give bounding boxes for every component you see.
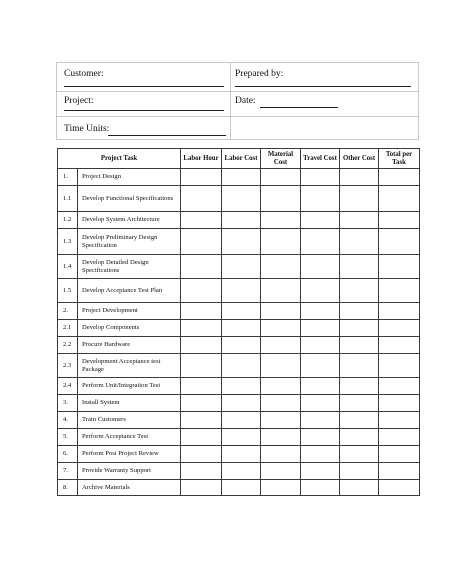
labor-hour-cell[interactable] [181, 279, 222, 303]
other-cost-cell[interactable] [340, 429, 379, 446]
task-name: Perform Post Project Review [78, 446, 181, 463]
date-field[interactable] [260, 107, 338, 108]
column-header-material-cost: Material Cost [261, 149, 301, 169]
table-row [58, 354, 420, 378]
table-row [58, 303, 420, 320]
travel-cost-cell[interactable] [301, 186, 340, 212]
task-number: 1. [58, 169, 78, 186]
total-per-task-cell[interactable] [379, 279, 420, 303]
table-row [58, 279, 420, 303]
column-header-other-cost: Other Cost [340, 149, 379, 169]
task-name: Develop Preliminary Design Specification [78, 229, 181, 255]
labor-hour-cell[interactable] [181, 480, 222, 496]
task-number: 2.2 [58, 337, 78, 354]
labor-cost-cell[interactable] [222, 186, 261, 212]
task-number: 3. [58, 395, 78, 412]
total-per-task-cell[interactable] [379, 354, 420, 378]
prepared-by-label: Prepared by: [235, 69, 284, 79]
material-cost-cell[interactable] [261, 395, 301, 412]
travel-cost-cell[interactable] [301, 169, 340, 186]
task-name: Develop Components [78, 320, 181, 337]
project-label: Project: [64, 96, 94, 106]
project-info-box [56, 62, 419, 140]
task-name: Procure Hardware [78, 337, 181, 354]
labor-cost-cell[interactable] [222, 429, 261, 446]
time-units-field[interactable] [108, 135, 226, 136]
travel-cost-cell[interactable] [301, 337, 340, 354]
travel-cost-cell[interactable] [301, 395, 340, 412]
travel-cost-cell[interactable] [301, 212, 340, 229]
labor-hour-cell[interactable] [181, 354, 222, 378]
task-number: 2.4 [58, 378, 78, 395]
material-cost-cell[interactable] [261, 320, 301, 337]
total-per-task-cell[interactable] [379, 303, 420, 320]
labor-cost-cell[interactable] [222, 354, 261, 378]
labor-cost-cell[interactable] [222, 320, 261, 337]
row-divider [57, 91, 418, 92]
table-row [58, 378, 420, 395]
task-name: Train Customers [78, 412, 181, 429]
table-row [58, 480, 420, 496]
table-row [58, 395, 420, 412]
total-per-task-cell[interactable] [379, 229, 420, 255]
labor-hour-cell[interactable] [181, 378, 222, 395]
task-number: 1.1 [58, 186, 78, 212]
travel-cost-cell[interactable] [301, 303, 340, 320]
material-cost-cell[interactable] [261, 412, 301, 429]
total-per-task-cell[interactable] [379, 429, 420, 446]
material-cost-cell[interactable] [261, 255, 301, 279]
labor-hour-cell[interactable] [181, 446, 222, 463]
travel-cost-cell[interactable] [301, 229, 340, 255]
total-per-task-cell[interactable] [379, 337, 420, 354]
task-number: 1.3 [58, 229, 78, 255]
material-cost-cell[interactable] [261, 354, 301, 378]
labor-cost-cell[interactable] [222, 212, 261, 229]
task-name: Provide Warranty Support [78, 463, 181, 480]
column-header-total-per-task: Total per Task [379, 149, 420, 169]
table-row [58, 320, 420, 337]
table-row [58, 212, 420, 229]
material-cost-cell[interactable] [261, 480, 301, 496]
total-per-task-cell[interactable] [379, 255, 420, 279]
labor-hour-cell[interactable] [181, 412, 222, 429]
travel-cost-cell[interactable] [301, 429, 340, 446]
other-cost-cell[interactable] [340, 255, 379, 279]
task-name: Perform Unit/Integration Test [78, 378, 181, 395]
table-row [58, 255, 420, 279]
travel-cost-cell[interactable] [301, 354, 340, 378]
table-row [58, 446, 420, 463]
labor-cost-cell[interactable] [222, 169, 261, 186]
other-cost-cell[interactable] [340, 279, 379, 303]
other-cost-cell[interactable] [340, 186, 379, 212]
travel-cost-cell[interactable] [301, 412, 340, 429]
task-name: Perform Acceptance Test [78, 429, 181, 446]
other-cost-cell[interactable] [340, 480, 379, 496]
labor-cost-cell[interactable] [222, 303, 261, 320]
total-per-task-cell[interactable] [379, 446, 420, 463]
table-row [58, 186, 420, 212]
task-number: 1.2 [58, 212, 78, 229]
material-cost-cell[interactable] [261, 229, 301, 255]
material-cost-cell[interactable] [261, 212, 301, 229]
column-divider [230, 63, 231, 139]
table-row [58, 169, 420, 186]
total-per-task-cell[interactable] [379, 169, 420, 186]
labor-hour-cell[interactable] [181, 395, 222, 412]
task-number: 2.3 [58, 354, 78, 378]
labor-hour-cell[interactable] [181, 186, 222, 212]
column-header-labor-cost: Labor Cost [222, 149, 261, 169]
material-cost-cell[interactable] [261, 337, 301, 354]
labor-cost-cell[interactable] [222, 412, 261, 429]
project-task-cost-table [57, 148, 420, 496]
customer-label: Customer: [64, 69, 104, 79]
material-cost-cell[interactable] [261, 186, 301, 212]
travel-cost-cell[interactable] [301, 463, 340, 480]
task-rows [58, 169, 420, 496]
other-cost-cell[interactable] [340, 169, 379, 186]
other-cost-cell[interactable] [340, 212, 379, 229]
other-cost-cell[interactable] [340, 412, 379, 429]
labor-hour-cell[interactable] [181, 229, 222, 255]
table-row [58, 429, 420, 446]
project-field[interactable] [64, 110, 224, 111]
task-name: Develop System Architecture [78, 212, 181, 229]
labor-cost-cell[interactable] [222, 463, 261, 480]
other-cost-cell[interactable] [340, 354, 379, 378]
material-cost-cell[interactable] [261, 378, 301, 395]
task-name: Project Design [78, 169, 181, 186]
labor-hour-cell[interactable] [181, 169, 222, 186]
labor-hour-cell[interactable] [181, 429, 222, 446]
labor-hour-cell[interactable] [181, 463, 222, 480]
other-cost-cell[interactable] [340, 303, 379, 320]
material-cost-cell[interactable] [261, 303, 301, 320]
travel-cost-cell[interactable] [301, 320, 340, 337]
total-per-task-cell[interactable] [379, 412, 420, 429]
total-per-task-cell[interactable] [379, 320, 420, 337]
task-number: 1.4 [58, 255, 78, 279]
material-cost-cell[interactable] [261, 446, 301, 463]
task-name: Develop Detailed Design Specifications [78, 255, 181, 279]
task-name: Development Acceptance test Package [78, 354, 181, 378]
task-number: 6. [58, 446, 78, 463]
other-cost-cell[interactable] [340, 446, 379, 463]
material-cost-cell[interactable] [261, 463, 301, 480]
column-header-project-task: Project Task [58, 149, 181, 169]
travel-cost-cell[interactable] [301, 255, 340, 279]
travel-cost-cell[interactable] [301, 378, 340, 395]
table-row [58, 463, 420, 480]
other-cost-cell[interactable] [340, 320, 379, 337]
task-name: Develop Acceptance Test Plan [78, 279, 181, 303]
total-per-task-cell[interactable] [379, 463, 420, 480]
material-cost-cell[interactable] [261, 169, 301, 186]
task-number: 8. [58, 480, 78, 496]
labor-cost-cell[interactable] [222, 229, 261, 255]
labor-cost-cell[interactable] [222, 378, 261, 395]
task-number: 1.5 [58, 279, 78, 303]
task-name: Project Development [78, 303, 181, 320]
time-units-label: Time Units: [64, 124, 110, 134]
total-per-task-cell[interactable] [379, 480, 420, 496]
date-label: Date: [235, 96, 256, 106]
labor-cost-cell[interactable] [222, 255, 261, 279]
task-name: Develop Functional Specifications [78, 186, 181, 212]
task-name: Archive Materials [78, 480, 181, 496]
other-cost-cell[interactable] [340, 395, 379, 412]
other-cost-cell[interactable] [340, 337, 379, 354]
travel-cost-cell[interactable] [301, 446, 340, 463]
material-cost-cell[interactable] [261, 429, 301, 446]
table-row [58, 412, 420, 429]
prepared-by-field[interactable] [235, 86, 411, 87]
labor-cost-cell[interactable] [222, 337, 261, 354]
labor-hour-cell[interactable] [181, 337, 222, 354]
task-number: 2.1 [58, 320, 78, 337]
material-cost-cell[interactable] [261, 279, 301, 303]
customer-field[interactable] [64, 86, 224, 87]
task-number: 5. [58, 429, 78, 446]
total-per-task-cell[interactable] [379, 212, 420, 229]
total-per-task-cell[interactable] [379, 186, 420, 212]
labor-cost-cell[interactable] [222, 480, 261, 496]
column-header-labor-hour: Labor Hour [181, 149, 222, 169]
total-per-task-cell[interactable] [379, 395, 420, 412]
labor-hour-cell[interactable] [181, 255, 222, 279]
column-header-travel-cost: Travel Cost [301, 149, 340, 169]
total-per-task-cell[interactable] [379, 378, 420, 395]
labor-cost-cell[interactable] [222, 395, 261, 412]
other-cost-cell[interactable] [340, 378, 379, 395]
task-name: Install System [78, 395, 181, 412]
other-cost-cell[interactable] [340, 463, 379, 480]
task-number: 7. [58, 463, 78, 480]
labor-cost-cell[interactable] [222, 446, 261, 463]
task-number: 4. [58, 412, 78, 429]
row-divider [57, 116, 418, 117]
labor-cost-cell[interactable] [222, 279, 261, 303]
travel-cost-cell[interactable] [301, 480, 340, 496]
labor-hour-cell[interactable] [181, 320, 222, 337]
task-number: 2. [58, 303, 78, 320]
labor-hour-cell[interactable] [181, 303, 222, 320]
labor-hour-cell[interactable] [181, 212, 222, 229]
table-row [58, 337, 420, 354]
table-row [58, 229, 420, 255]
other-cost-cell[interactable] [340, 229, 379, 255]
travel-cost-cell[interactable] [301, 279, 340, 303]
